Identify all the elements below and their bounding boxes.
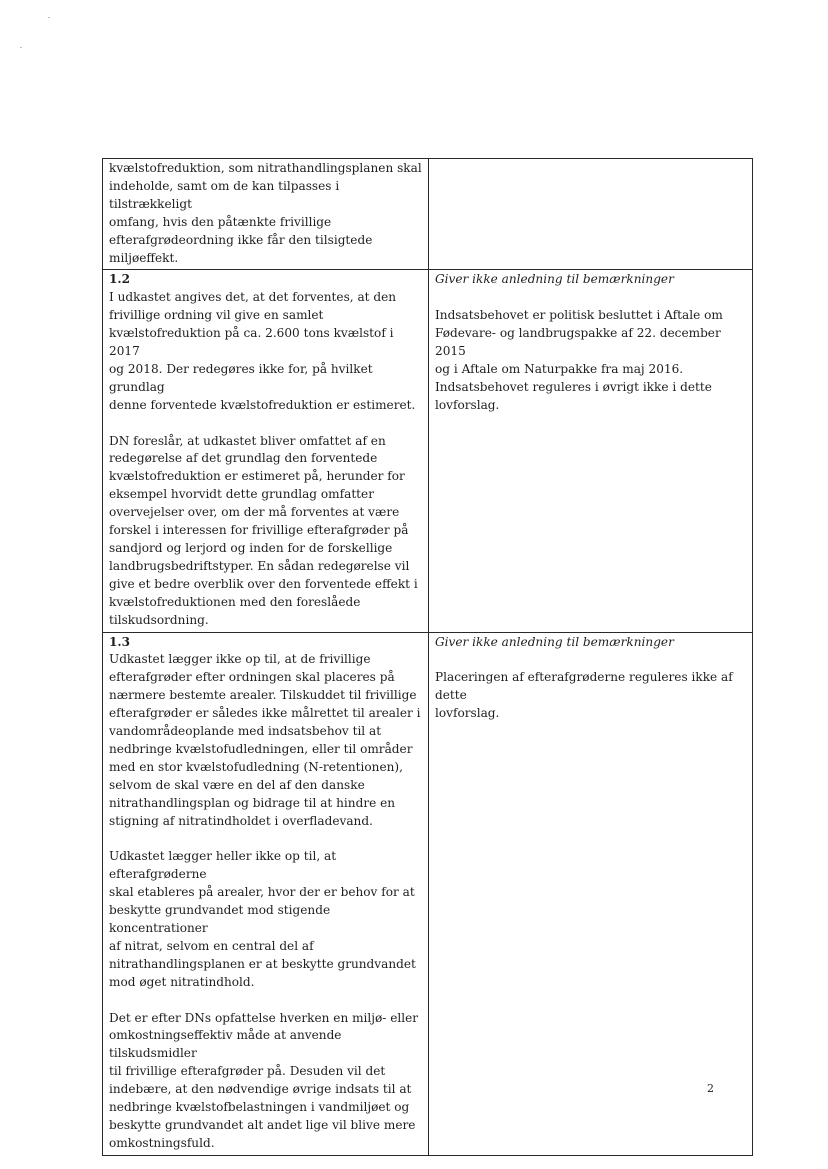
response-cell: [429, 159, 753, 270]
comment-paragraph: kvælstofreduktion, som nitrathandlingsplanen skal indeholde, samt om de kan tilpasses i tilstrækkeligt omfang, hvis den påtænkte frivillige efterafgrødeordning ikke får den tilsigtede miljøeffekt.: [109, 161, 422, 265]
comment-cell: [103, 270, 429, 632]
table-row: [103, 632, 753, 1155]
comment-paragraph: Udkastet lægger heller ikke op til, at efterafgrøderne skal etableres på arealer, hvor der er behov for at beskytte grundvandet mod stigende koncentrationer af nitrat, selvom en central del af nitrathandlingsplanen er at beskytte grundvandet mod øget nitratindhold.: [109, 849, 416, 989]
response-verdict: Giver ikke anledning til bemærkninger: [435, 634, 674, 649]
paragraph-gap: [435, 651, 748, 669]
response-paragraph: Placeringen af efterafgrøderne reguleres ikke af dette lovforslag.: [435, 670, 733, 721]
response-cell: [429, 632, 753, 1155]
section-number: 1.3: [109, 634, 131, 649]
comment-paragraph: I udkastet angives det, at det forventes, at den frivillige ordning vil give en samlet kvælstofreduktion på ca. 2.600 tons kvælstof i 2017 og 2018. Der redegøres ikke for, på hvilket grundlag denne forventede kvælstofreduktion er estimeret.: [109, 290, 416, 412]
comment-paragraph: Det er efter DNs opfattelse hverken en miljø- eller omkostningseffektiv måde at anvende tilskudsmidler til frivillige efterafgrøder på. Desuden vil det indebære, at den nødvendige øvrige indsats til at nedbringe kvælstofbelastningen i vandmiljøet og beskytte grundvandet alt andet lige vil blive mere omkostningsfuld.: [109, 1010, 419, 1150]
response-cell: [429, 270, 753, 632]
paragraph-gap: [109, 831, 424, 849]
paragraph-gap: [109, 415, 424, 433]
section-number: 1.2: [109, 272, 131, 287]
response-paragraph: Indsatsbehovet er politisk besluttet i Aftale om Fødevare- og landbrugspakke af 22. december 2015 og i Aftale om Naturpakke fra maj 2016. Indsatsbehovet reguleres i øvrigt ikke i dette lovforslag.: [435, 308, 723, 412]
consultation-table: [102, 158, 753, 1156]
comment-cell: [103, 632, 429, 1155]
response-verdict: Giver ikke anledning til bemærkninger: [435, 272, 674, 287]
comment-cell: [103, 159, 429, 270]
table-row: [103, 159, 753, 270]
page-number: 2: [707, 1082, 714, 1095]
scan-speck: [20, 47, 22, 48]
paragraph-gap: [109, 992, 424, 1010]
table-row: [103, 270, 753, 632]
table-body: [103, 159, 753, 1156]
comment-paragraph: Udkastet lægger ikke op til, at de frivillige efterafgrøder efter ordningen skal placeres på nærmere bestemte arealer. Tilskuddet til frivillige efterafgrøder er således ikke målrettet til arealer i vandområdeoplande med indsatsbehov til at nedbringe kvælstofudledningen, eller til områder med en stor kvælstofudledning (N-retentionen), selvom de skal være en del af den danske nitrathandlingsplan og bidrage til at hindre en stigning af nitratindholdet i overfladevand.: [109, 652, 421, 828]
paragraph-gap: [435, 289, 748, 307]
comment-paragraph: DN foreslår, at udkastet bliver omfattet af en redegørelse af det grundlag den forventede kvælstofreduktion er estimeret på, herunder for eksempel hvorvidt dette grundlag omfatter overvejelser over, om der må forventes at være forskel i interessen for frivillige efterafgrøder på sandjord og lerjord og inden for de forskellige landbrugsbedriftstyper. En sådan redegørelse vil give et bedre overblik over den forventede effekt i kvælstofreduktionen med den foreslåede tilskudsordning.: [109, 433, 418, 627]
scan-speck: [48, 17, 50, 18]
